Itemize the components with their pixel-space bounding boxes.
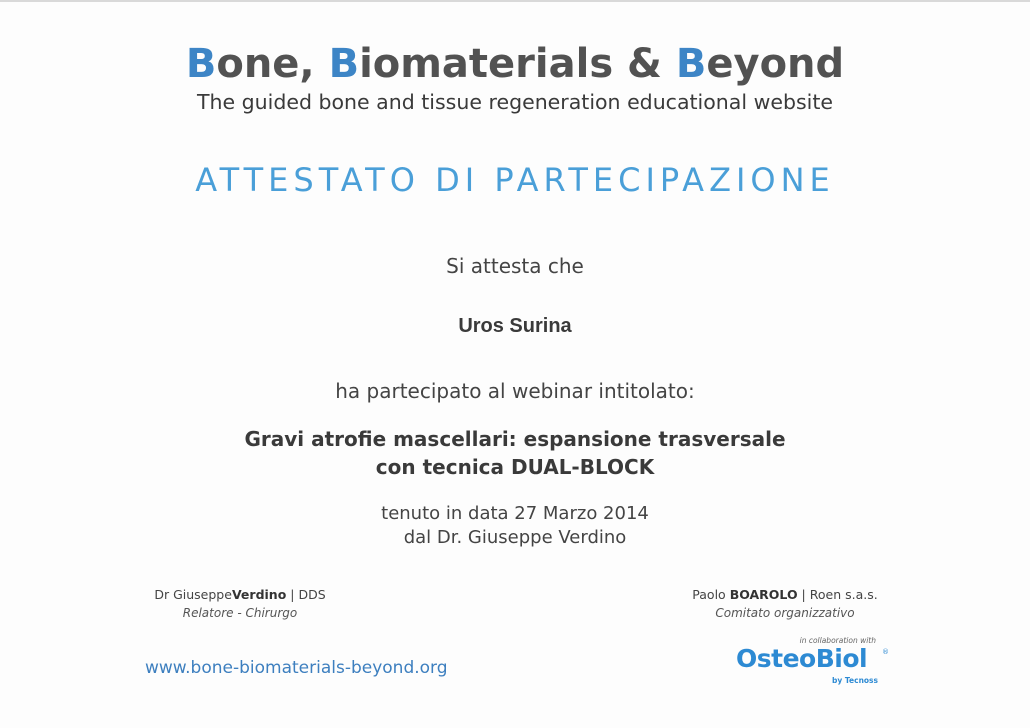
organizer-company: | Roen s.a.s. xyxy=(797,587,878,602)
website-link[interactable]: www.bone-biomaterials-beyond.org xyxy=(145,658,448,678)
signature-speaker xyxy=(140,586,340,622)
speaker-first-name: Dr Giuseppe xyxy=(154,587,232,602)
held-date: tenuto in data 27 Marzo 2014 xyxy=(381,503,649,524)
logo-wordmark: OsteoBiol xyxy=(736,644,868,673)
webinar-title xyxy=(0,425,1030,481)
brand-initial-b3: B xyxy=(675,41,707,87)
webinar-title-line-2: con tecnica DUAL-BLOCK xyxy=(375,455,655,479)
osteobiol-logo xyxy=(730,636,890,696)
organizer-role: Comitato organizzativo xyxy=(715,606,855,620)
intro-text: Si attesta che xyxy=(446,254,584,278)
brand-title xyxy=(0,40,1030,88)
participation-text: ha partecipato al webinar intitolato: xyxy=(335,379,695,403)
brand-word-2: iomaterials & xyxy=(359,41,676,87)
logo-registered-mark: ® xyxy=(882,648,889,656)
logo-collab-text: in collaboration with xyxy=(799,636,876,645)
brand-initial-b1: B xyxy=(185,41,217,87)
signature-organizer xyxy=(680,586,890,622)
logo-byline: by Tecnoss xyxy=(832,676,878,685)
speaker-surname: Verdino xyxy=(231,587,287,602)
brand-word-3: eyond xyxy=(706,41,845,87)
organizer-name xyxy=(680,586,890,604)
speaker-role: Relatore - Chirurgo xyxy=(182,606,298,620)
brand-subtitle: The guided bone and tissue regeneration educational website xyxy=(197,90,833,114)
held-info xyxy=(0,502,1030,550)
recipient-name: Uros Surina xyxy=(458,315,572,337)
organizer-first-name: Paolo xyxy=(692,587,730,602)
webinar-title-line-1: Gravi atrofie mascellari: espansione trasversale xyxy=(244,427,786,451)
brand-initial-b2: B xyxy=(328,41,360,87)
speaker-title: | DDS xyxy=(286,587,326,602)
speaker-name xyxy=(140,586,340,604)
held-speaker: dal Dr. Giuseppe Verdino xyxy=(403,527,627,548)
organizer-surname: BOAROLO xyxy=(729,587,798,602)
brand-word-1: one, xyxy=(216,41,329,87)
certificate-title: ATTESTATO DI PARTECIPAZIONE xyxy=(195,161,835,199)
